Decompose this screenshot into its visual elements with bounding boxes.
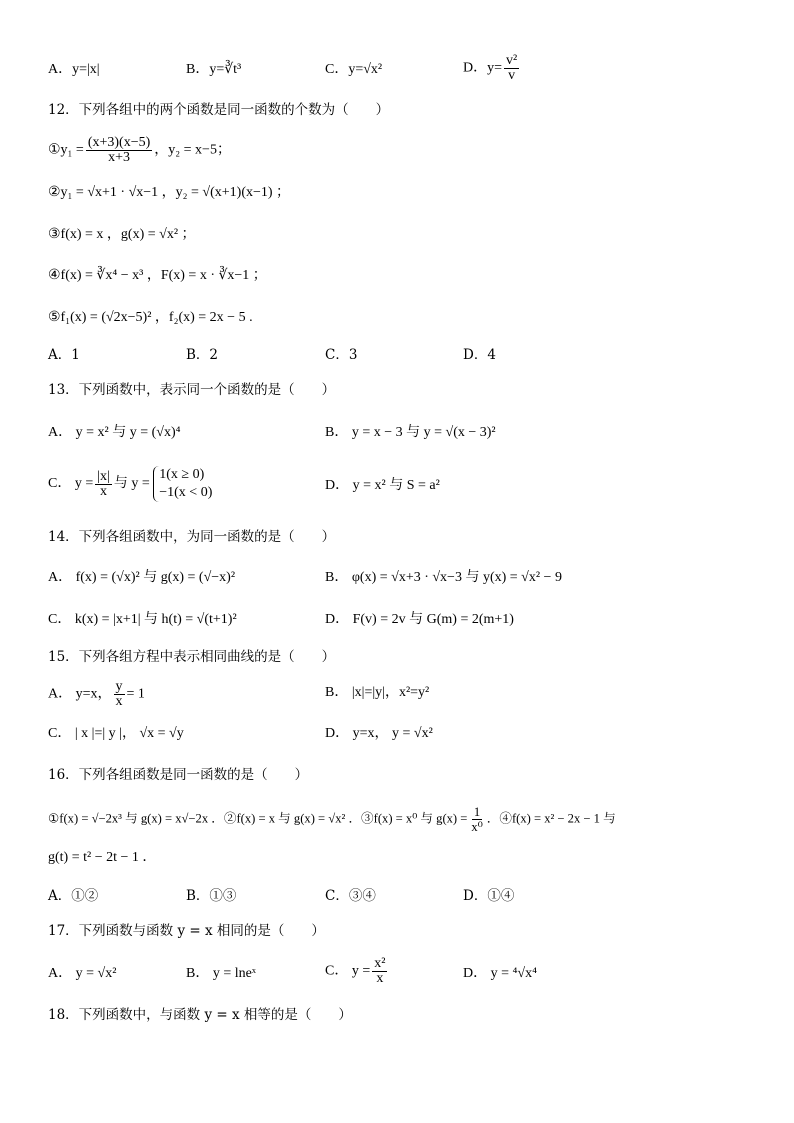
q12-item-1-prefix: ①y₁ = <box>48 142 84 158</box>
q18-stem: 18．下列函数中，与函数 y = x 相等的是（ ） <box>48 1007 352 1023</box>
q16-option-b: B．①③ <box>186 888 237 904</box>
q15-option-a-numerator: y <box>115 679 123 694</box>
q12-option-c: C．3 <box>325 347 358 363</box>
q13-option-c <box>48 466 212 502</box>
q15-option-a-prefix: A． y=x， <box>48 686 112 702</box>
q14-option-a: A． f(x) = (√x)² 与 g(x) = (√−x)² <box>48 570 236 585</box>
q17-option-c-prefix: C． y = <box>325 963 371 979</box>
q17-option-c-denominator: x <box>376 971 384 986</box>
q11-option-d <box>463 54 521 83</box>
q15-option-d: D． y=x， y = √x² <box>325 726 433 741</box>
q16-option-d: D．①④ <box>463 888 515 904</box>
q17-option-b: B． y = lneˣ <box>186 966 256 981</box>
q13-option-c-numerator: |x| <box>97 468 110 484</box>
q11-option-c: C．y=√x² <box>325 62 383 77</box>
q14-option-c: C． k(x) = |x+1| 与 h(t) = √(t+1)² <box>48 612 237 627</box>
q16-items-line-1-b: ．④f(x) = x² − 2x − 1 与 <box>486 811 616 826</box>
q13-stem: 13．下列函数中，表示同一个函数的是（ ） <box>48 382 336 398</box>
q17-option-c <box>325 957 389 986</box>
q12-item-4: ④f(x) = ∛x⁴ − x³ ，F(x) = x · ∛x−1 ； <box>48 268 267 283</box>
q12-option-a: A．1 <box>48 347 80 363</box>
q12-item-3: ③f(x) = x ，g(x) = √x² ； <box>48 227 196 242</box>
q13-option-d: D． y = x² 与 S = a² <box>325 478 440 493</box>
q11-option-d-denominator: v <box>508 68 516 83</box>
q16-stem: 16．下列各组函数是同一函数的是（ ） <box>48 767 309 783</box>
q17-option-c-numerator: x² <box>374 956 386 971</box>
q15-option-a-suffix: = 1 <box>126 686 145 702</box>
q15-option-b: B． |x|=|y|，x²=y² <box>325 685 430 700</box>
q17-stem: 17．下列函数与函数 y = x 相同的是（ ） <box>48 923 325 939</box>
q12-item-1-numerator: (x+3)(x−5) <box>87 135 151 150</box>
q16-items-numerator: 1 <box>473 805 481 819</box>
q12-item-2: ②y₁ = √x+1 · √x−1 ，y₂ = √(x+1)(x−1) ； <box>48 185 291 200</box>
q16-option-a: A．①② <box>48 888 99 904</box>
q16-option-c: C．③④ <box>325 888 376 904</box>
q13-option-c-cases <box>153 466 212 502</box>
q12-item-1 <box>48 136 231 165</box>
q14-option-d: D． F(v) = 2v 与 G(m) = 2(m+1) <box>325 612 514 627</box>
q16-items-denominator: x⁰ <box>471 820 483 834</box>
q12-option-b: B．2 <box>186 347 219 363</box>
q16-items-line-2: g(t) = t² − 2t − 1 ． <box>48 850 157 865</box>
q13-option-c-case-1: 1(x ≥ 0) <box>159 467 205 482</box>
q17-option-d: D． y = ⁴√x⁴ <box>463 966 537 981</box>
q13-option-c-prefix: C． y = <box>48 476 94 492</box>
q13-option-c-denominator: x <box>100 483 108 499</box>
q12-item-5: ⑤f₁(x) = (√2x−5)² ，f₂(x) = 2x − 5 . <box>48 310 253 325</box>
q11-option-b: B．y=∛t³ <box>186 62 242 77</box>
q13-option-c-mid: 与 y = <box>113 476 150 492</box>
q12-item-1-denominator: x+3 <box>108 150 130 165</box>
q12-item-1-suffix: ，y₂ = x−5； <box>154 142 231 158</box>
q16-items-line-1 <box>48 805 616 834</box>
q13-option-b: B． y = x − 3 与 y = √(x − 3)² <box>325 425 496 440</box>
q16-items-line-1-a: ①f(x) = √−2x³ 与 g(x) = x√−2x ．②f(x) = x 与 g(x) = √x² ．③f(x) = x⁰ 与 g(x) = <box>48 811 468 826</box>
q11-option-a: A．y=|x| <box>48 62 100 77</box>
q12-option-d: D．4 <box>463 347 496 363</box>
q12-stem: 12．下列各组中的两个函数是同一函数的个数为（ ） <box>48 102 390 118</box>
q14-stem: 14．下列各组函数中，为同一函数的是（ ） <box>48 529 336 545</box>
q17-option-a: A． y = √x² <box>48 966 117 981</box>
q14-option-b: B． φ(x) = √x+3 · √x−3 与 y(x) = √x² − 9 <box>325 570 562 585</box>
q15-option-a-denominator: x <box>115 694 123 709</box>
q13-option-c-case-2: −1(x < 0) <box>159 485 213 500</box>
q15-stem: 15．下列各组方程中表示相同曲线的是（ ） <box>48 649 336 665</box>
q13-option-a: A． y = x² 与 y = (√x)⁴ <box>48 425 181 440</box>
q11-option-d-prefix: D．y= <box>463 60 503 76</box>
q11-option-d-numerator: v² <box>506 53 518 68</box>
q15-option-a <box>48 680 145 709</box>
q15-option-c: C． | x |=| y |， √x = √y <box>48 726 184 741</box>
